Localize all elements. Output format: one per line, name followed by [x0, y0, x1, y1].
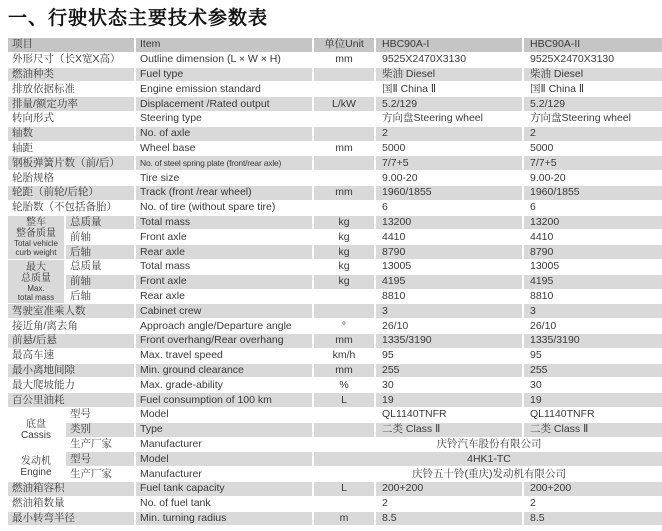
table-row [8, 112, 662, 126]
row-label: 生产厂家 [66, 467, 134, 481]
row-item: Total mass [136, 260, 312, 274]
group-label-line: 底盘 [26, 418, 46, 430]
row-value-hbc90a-2: 4195 [524, 275, 662, 289]
row-unit: L/kW [314, 97, 374, 111]
row-value-hbc90a-1: 5000 [376, 142, 522, 156]
row-label: 燃油箱容积 [8, 482, 134, 496]
row-unit: ° [314, 319, 374, 333]
table-row [8, 349, 662, 363]
row-value-hbc90a-2: 13200 [524, 216, 662, 230]
group-label-line: 发动机 [21, 455, 51, 467]
row-value-hbc90a-2: 4410 [524, 230, 662, 244]
row-item: Model [136, 452, 312, 466]
row-value-hbc90a-1: 200+200 [376, 482, 522, 496]
row-item: Steering type [136, 112, 312, 126]
row-value-span: 庆铃五十铃(重庆)发动机有限公司 [314, 467, 662, 481]
row-unit: kg [314, 216, 374, 230]
row-unit: mm [314, 53, 374, 67]
row-value-hbc90a-1: 方向盘Steering wheel [376, 112, 522, 126]
row-label: 轴距 [8, 142, 134, 156]
row-item: No. of axle [136, 127, 312, 141]
row-unit [314, 497, 374, 511]
row-item: Tire size [136, 171, 312, 185]
row-item: Fuel tank capacity [136, 482, 312, 496]
row-item: No. of steel spring plate (front/rear axle) [136, 156, 312, 170]
row-label: 接近角/离去角 [8, 319, 134, 333]
row-label: 燃油种类 [8, 68, 134, 82]
table-row [8, 408, 662, 422]
row-value-hbc90a-1: 6 [376, 201, 522, 215]
row-label: 最小离地间隙 [8, 364, 134, 378]
group-label-subline: Total vehicle [13, 239, 59, 249]
row-label: 最高车速 [8, 349, 134, 363]
row-value-hbc90a-2: 9525X2470X3130 [524, 53, 662, 67]
row-unit: mm [314, 186, 374, 200]
row-value-hbc90a-2: 30 [524, 378, 662, 392]
group-label-line: Engine [20, 466, 52, 478]
row-item: Manufacturer [136, 438, 312, 452]
row-label: 生产厂家 [66, 438, 134, 452]
row-value-hbc90a-1: 7/7+5 [376, 156, 522, 170]
row-value-hbc90a-1: 26/10 [376, 319, 522, 333]
row-value-hbc90a-1: 二类 Class Ⅱ [376, 423, 522, 437]
row-unit: L [314, 393, 374, 407]
table-header-row [8, 38, 662, 52]
row-item: Manufacturer [136, 467, 312, 481]
table-row [8, 497, 662, 511]
row-item: Displacement /Rated output [136, 97, 312, 111]
row-item: Fuel type [136, 68, 312, 82]
row-item: Max. travel speed [136, 349, 312, 363]
row-unit [314, 112, 374, 126]
row-label: 轮距（前轮/后轮） [8, 186, 134, 200]
row-value-hbc90a-1: 柴油 Diesel [376, 68, 522, 82]
row-label: 后轴 [66, 245, 134, 259]
row-value-hbc90a-2: 2 [524, 497, 662, 511]
row-label: 轴数 [8, 127, 134, 141]
table-row [8, 68, 662, 82]
row-label: 排放依据标准 [8, 82, 134, 96]
table-row [8, 260, 662, 274]
row-value-hbc90a-2: 5.2/129 [524, 97, 662, 111]
row-value-hbc90a-1: 9525X2470X3130 [376, 53, 522, 67]
group-label [8, 216, 64, 259]
table-row [8, 304, 662, 318]
spec-table [6, 37, 662, 526]
table-row [8, 482, 662, 496]
row-value-hbc90a-2: 柴油 Diesel [524, 68, 662, 82]
row-item: Min. turning radius [136, 512, 312, 526]
row-value-hbc90a-2: 国Ⅱ China Ⅱ [524, 82, 662, 96]
row-label: 最小转弯半径 [8, 512, 134, 526]
row-value-hbc90a-1: 95 [376, 349, 522, 363]
row-value-hbc90a-1: 13200 [376, 216, 522, 230]
row-label: 后轴 [66, 290, 134, 304]
row-value-hbc90a-2: 200+200 [524, 482, 662, 496]
row-item: Front overhang/Rear overhang [136, 334, 312, 348]
row-value-hbc90a-2: QL1140TNFR [524, 408, 662, 422]
row-value-hbc90a-2: 二类 Class Ⅱ [524, 423, 662, 437]
row-label: 型号 [66, 408, 134, 422]
header-col-unit: 单位Unit [314, 38, 374, 52]
table-row [8, 334, 662, 348]
table-row [8, 245, 662, 259]
table-row [8, 467, 662, 481]
row-unit: kg [314, 230, 374, 244]
row-value-hbc90a-1: 19 [376, 393, 522, 407]
row-value-hbc90a-2: 95 [524, 349, 662, 363]
row-label: 转向形式 [8, 112, 134, 126]
row-item: Max. grade-ability [136, 378, 312, 392]
row-unit: kg [314, 260, 374, 274]
row-item: No. of tire (without spare tire) [136, 201, 312, 215]
row-value-span: 4HK1-TC [314, 452, 662, 466]
row-item: Type [136, 423, 312, 437]
row-unit [314, 171, 374, 185]
table-row [8, 290, 662, 304]
row-value-hbc90a-2: 13005 [524, 260, 662, 274]
group-label-subline: Max. [27, 283, 45, 293]
row-item: No. of fuel tank [136, 497, 312, 511]
row-unit: kg [314, 245, 374, 259]
row-item: Front axle [136, 275, 312, 289]
group-label-subline: curb weight [15, 248, 57, 258]
row-value-hbc90a-2: 3 [524, 304, 662, 318]
row-value-hbc90a-2: 8.5 [524, 512, 662, 526]
group-label-line: 总质量 [21, 272, 51, 284]
row-unit: m [314, 512, 374, 526]
row-label: 最大爬坡能力 [8, 378, 134, 392]
row-label: 排量/额定功率 [8, 97, 134, 111]
row-unit: kg [314, 275, 374, 289]
row-unit: km/h [314, 349, 374, 363]
spec-table-body [8, 53, 662, 526]
row-value-hbc90a-2: 19 [524, 393, 662, 407]
row-unit: % [314, 378, 374, 392]
row-label: 轮胎数（不包括备胎） [8, 201, 134, 215]
table-row [8, 216, 662, 230]
page-title: 一、行驶状态主要技术参数表 [8, 8, 269, 29]
table-row [8, 438, 662, 452]
row-value-hbc90a-1: 9.00-20 [376, 171, 522, 185]
group-label-subline: total mass [17, 292, 55, 302]
header-col-hbc90a-1: HBC90A-I [376, 38, 522, 52]
table-row [8, 393, 662, 407]
group-label-line: 整车 [26, 217, 46, 229]
table-row [8, 186, 662, 200]
row-value-hbc90a-1: 4410 [376, 230, 522, 244]
row-value-hbc90a-2: 方向盘Steering wheel [524, 112, 662, 126]
row-value-hbc90a-1: 13005 [376, 260, 522, 274]
header-col-hbc90a-2: HBC90A-II [524, 38, 662, 52]
row-value-hbc90a-2: 6 [524, 201, 662, 215]
row-item: Track (front /rear wheel) [136, 186, 312, 200]
row-value-hbc90a-2: 9.00-20 [524, 171, 662, 185]
row-label: 型号 [66, 452, 134, 466]
row-item: Engine emission standard [136, 82, 312, 96]
row-value-hbc90a-2: 8790 [524, 245, 662, 259]
row-value-hbc90a-1: 3 [376, 304, 522, 318]
row-unit: mm [314, 334, 374, 348]
table-row [8, 423, 662, 437]
table-row [8, 201, 662, 215]
row-label: 百公里油耗 [8, 393, 134, 407]
row-value-hbc90a-2: 8810 [524, 290, 662, 304]
row-unit [314, 423, 374, 437]
group-label-line: Cassis [20, 429, 51, 441]
row-item: Outline dimension (L × W × H) [136, 53, 312, 67]
row-unit [314, 290, 374, 304]
group-label-line: 最大 [26, 261, 46, 273]
table-row [8, 171, 662, 185]
row-value-hbc90a-1: 8790 [376, 245, 522, 259]
table-row [8, 452, 662, 466]
row-item: Total mass [136, 216, 312, 230]
group-label [8, 260, 64, 303]
row-value-hbc90a-2: 2 [524, 127, 662, 141]
row-value-hbc90a-1: 国Ⅱ China Ⅱ [376, 82, 522, 96]
row-unit: L [314, 482, 374, 496]
row-value-hbc90a-2: 7/7+5 [524, 156, 662, 170]
row-value-hbc90a-1: 8810 [376, 290, 522, 304]
header-col-item: Item [136, 38, 312, 52]
row-value-hbc90a-2: 5000 [524, 142, 662, 156]
row-label: 前轴 [66, 230, 134, 244]
row-value-hbc90a-1: 5.2/129 [376, 97, 522, 111]
table-row [8, 82, 662, 96]
table-row [8, 378, 662, 392]
row-unit [314, 201, 374, 215]
row-item: Approach angle/Departure angle [136, 319, 312, 333]
table-row [8, 230, 662, 244]
row-value-hbc90a-1: 1335/3190 [376, 334, 522, 348]
row-unit [314, 127, 374, 141]
row-value-hbc90a-2: 26/10 [524, 319, 662, 333]
row-item: Rear axle [136, 290, 312, 304]
row-item: Min. ground clearance [136, 364, 312, 378]
row-value-hbc90a-1: 4195 [376, 275, 522, 289]
header-col-label: 项目 [8, 38, 134, 52]
row-value-hbc90a-1: 2 [376, 127, 522, 141]
table-row [8, 364, 662, 378]
row-label: 钢板弹簧片数（前/后） [8, 156, 134, 170]
row-label: 总质量 [66, 260, 134, 274]
row-unit: mm [314, 364, 374, 378]
row-value-hbc90a-1: 8.5 [376, 512, 522, 526]
table-row [8, 275, 662, 289]
row-value-hbc90a-1: 255 [376, 364, 522, 378]
row-unit [314, 304, 374, 318]
row-value-hbc90a-2: 1960/1855 [524, 186, 662, 200]
row-label: 燃油箱数量 [8, 497, 134, 511]
row-item: Cabinet crew [136, 304, 312, 318]
table-row [8, 512, 662, 526]
row-unit [314, 82, 374, 96]
row-value-hbc90a-1: 30 [376, 378, 522, 392]
row-value-span: 庆铃汽车股份有限公司 [314, 438, 662, 452]
group-label [8, 452, 64, 481]
row-value-hbc90a-1: 2 [376, 497, 522, 511]
row-item: Fuel consumption of 100 km [136, 393, 312, 407]
row-label: 驾驶室准乘人数 [8, 304, 134, 318]
row-value-hbc90a-2: 1335/3190 [524, 334, 662, 348]
table-row [8, 97, 662, 111]
row-item: Model [136, 408, 312, 422]
row-value-hbc90a-1: 1960/1855 [376, 186, 522, 200]
row-value-hbc90a-1: QL1140TNFR [376, 408, 522, 422]
row-label: 外形尺寸（长X宽X高） [8, 53, 134, 67]
row-label: 类别 [66, 423, 134, 437]
table-row [8, 142, 662, 156]
row-unit [314, 408, 374, 422]
row-label: 前轴 [66, 275, 134, 289]
row-unit [314, 68, 374, 82]
table-row [8, 156, 662, 170]
table-row [8, 53, 662, 67]
row-unit: mm [314, 142, 374, 156]
row-unit [314, 156, 374, 170]
row-item: Rear axle [136, 245, 312, 259]
row-item: Wheel base [136, 142, 312, 156]
row-value-hbc90a-2: 255 [524, 364, 662, 378]
table-row [8, 127, 662, 141]
group-label-line: 整备质量 [16, 228, 56, 240]
row-label: 轮胎规格 [8, 171, 134, 185]
row-item: Front axle [136, 230, 312, 244]
group-label [8, 408, 64, 451]
table-row [8, 319, 662, 333]
row-label: 总质量 [66, 216, 134, 230]
row-label: 前悬/后悬 [8, 334, 134, 348]
